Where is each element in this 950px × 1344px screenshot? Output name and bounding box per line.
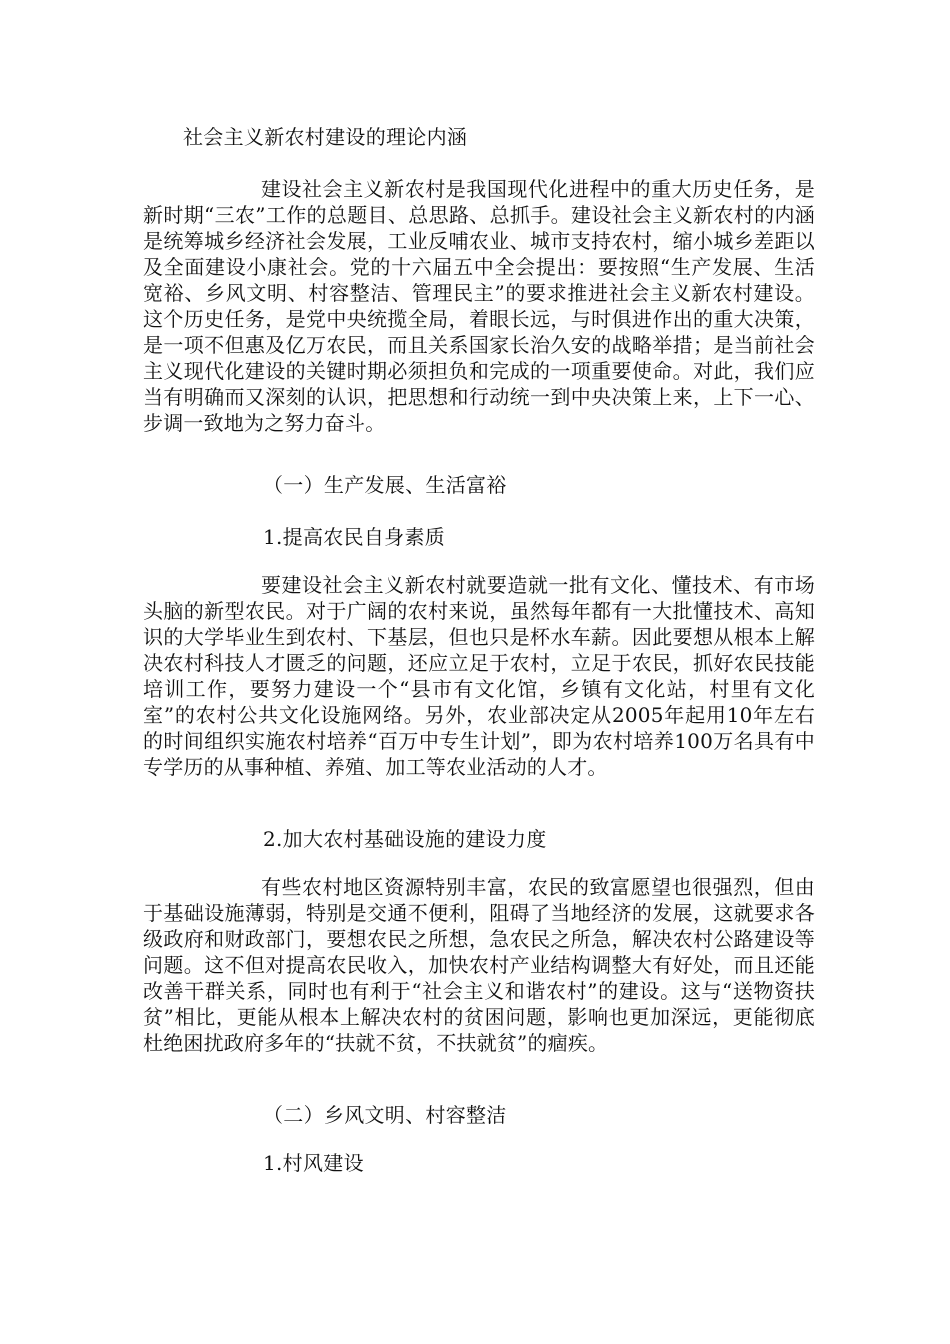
- section-heading-village-culture: （二）乡风文明、村容整洁: [263, 1103, 507, 1127]
- document-title: 社会主义新农村建设的理论内涵: [183, 125, 468, 149]
- subsection-heading-village-style: 1.村风建设: [263, 1151, 364, 1175]
- paragraph-intro: 建设社会主义新农村是我国现代化进程中的重大历史任务，是新时期“三农”工作的总题目、总思路、总抓手。建设社会主义新农村的内涵是统筹城乡经济社会发展，工业反哺农业、城市支持农村，缩小城乡差距以及全面建设小康社会。党的十六届五中全会提出：要按照“生产发展、生活宽裕、乡风文明、村容整洁、管理民主”的要求推进社会主义新农村建设。这个历史任务，是党中央统揽全局，着眼长远，与时俱进作出的重大决策，是一项不但惠及亿万农民，而且关系国家长治久安的战略举措；是当前社会主义现代化建设的关键时期必须担负和完成的一项重要使命。对此，我们应当有明确而又深刻的认识，把思想和行动统一到中央决策上来，上下一心、步调一致地为之努力奋斗。: [143, 177, 815, 435]
- paragraph-infrastructure: 有些农村地区资源特别丰富，农民的致富愿望也很强烈，但由于基础设施薄弱，特别是交通不便利，阻碍了当地经济的发展，这就要求各级政府和财政部门，要想农民之所想，急农民之所急，解决农村公路建设等问题。这不但对提高农民收入，加快农村产业结构调整大有好处，而且还能改善干群关系，同时也有利于“社会主义和谐农村”的建设。这与“送物资扶贫”相比，更能从根本上解决农村的贫困问题，影响也更加深远，更能彻底杜绝困扰政府多年的“扶就不贫，不扶就贫”的痼疾。: [143, 875, 815, 1055]
- subsection-heading-farmer-quality: 1.提高农民自身素质: [263, 525, 446, 549]
- paragraph-farmer-quality: 要建设社会主义新农村就要造就一批有文化、懂技术、有市场头脑的新型农民。对于广阔的农村来说，虽然每年都有一大批懂技术、高知识的大学毕业生到农村、下基层，但也只是杯水车薪。因此要想从根本上解决农村科技人才匮乏的问题，还应立足于农村，立足于农民，抓好农民技能培训工作，要努力建设一个“县市有文化馆，乡镇有文化站，村里有文化室”的农村公共文化设施网络。另外，农业部决定从2005年起用10年左右的时间组织实施农村培养“百万中专生计划”，即为农村培养100万名具有中专学历的从事种植、养殖、加工等农业活动的人才。: [143, 573, 815, 779]
- subsection-heading-infrastructure: 2.加大农村基础设施的建设力度: [263, 827, 547, 851]
- section-heading-production: （一）生产发展、生活富裕: [263, 473, 507, 497]
